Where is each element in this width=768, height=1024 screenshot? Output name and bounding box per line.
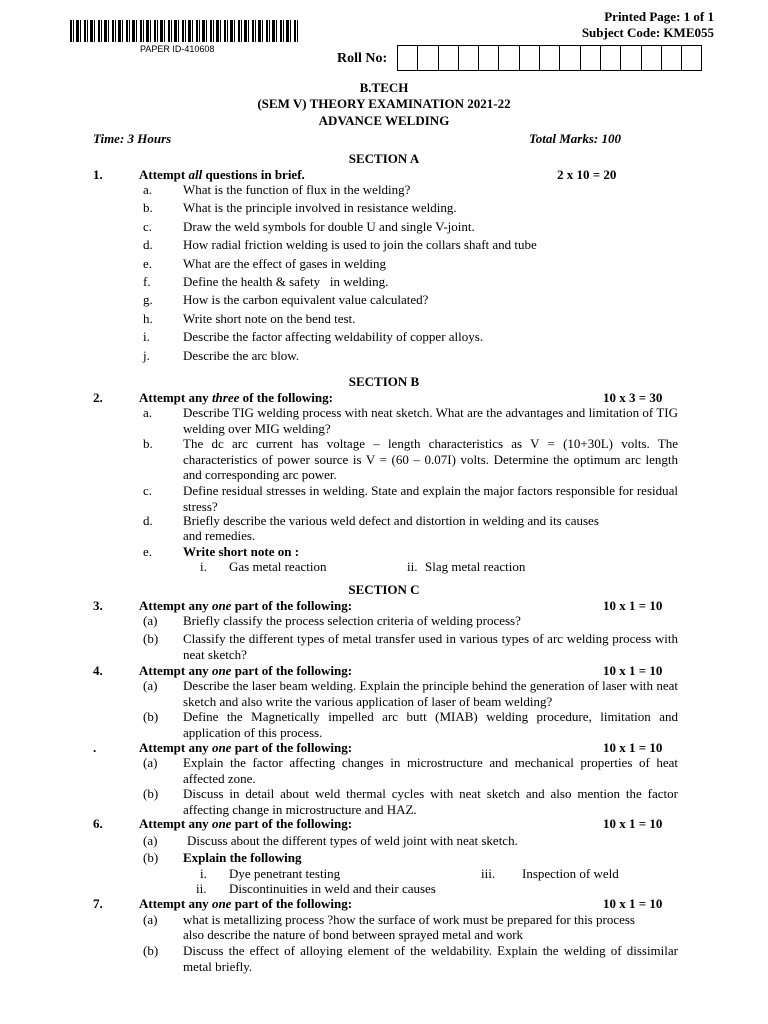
roll-box[interactable] [661,45,682,71]
q1-instruction: Attempt all questions in brief. [139,167,305,182]
q6b-iii-label: iii. [481,866,496,881]
q1-item-label: d. [143,237,153,252]
roll-no-boxes [398,45,702,71]
q2c-text: Define residual stresses in welding. State and explain the major factors responsible for residual stress? [183,483,678,514]
q6b-i-label: i. [200,866,207,881]
q1-number: 1. [93,167,103,182]
q2b-label: b. [143,436,153,451]
roll-no-label: Roll No: [337,51,388,66]
roll-box[interactable] [417,45,438,71]
q1-item-text: Describe the factor affecting weldability of copper alloys. [183,329,484,344]
q1-item-label: a. [143,182,153,197]
q4-marks: 10 x 1 = 10 [603,663,663,678]
q3a-text: Briefly classify the process selection criteria of welding process? [183,613,521,628]
q4-number: 4. [93,663,103,678]
q3a-label: (a) [143,613,158,628]
subject-code: Subject Code: KME055 [581,25,714,40]
roll-box[interactable] [478,45,499,71]
q1-item-text: What is the function of flux in the welding? [183,182,411,197]
q1-item-label: h. [143,311,153,326]
q2-marks: 10 x 3 = 30 [603,390,663,405]
q3b-label: (b) [143,631,159,646]
q1-item-label: e. [143,256,153,271]
q6b-text: Explain the following [183,850,302,865]
q7a-label: (a) [143,912,158,927]
q1-item-text: What is the principle involved in resistance welding. [183,200,457,215]
q2a-label: a. [143,405,153,420]
q7a-line2: also describe the nature of bond between sprayed metal and work [183,927,524,942]
q2b-text: The dc arc current has voltage – length characteristics as V = (10+30L) volts. The characteristics of power source is V = (60 – 0.07I) volts. Determine the optimum arc length and corresponding arc power. [183,436,678,483]
q5-instruction: Attempt any one part of the following: [139,740,353,755]
q6b-i-text: Dye penetrant testing [229,866,341,881]
q1-item-label: f. [143,274,151,289]
q2d-line1: Briefly describe the various weld defect and distortion in welding and its causes [183,513,599,528]
q2a-text: Describe TIG welding process with neat sketch. What are the advantages and limitation of TIG welding over MIG welding? [183,405,678,436]
q6b-iii-text: Inspection of weld [522,866,619,881]
q2-instruction: Attempt any three of the following: [139,390,333,405]
q6a-text: Discuss about the different types of weld joint with neat sketch. [187,833,518,848]
roll-box[interactable] [600,45,621,71]
q7-instruction: Attempt any one part of the following: [139,896,353,911]
q2e-ii-text: Slag metal reaction [425,559,526,574]
subject-title: ADVANCE WELDING [318,113,450,128]
total-marks: Total Marks: 100 [529,131,621,146]
q7b-label: (b) [143,943,159,958]
q2d-label: d. [143,513,153,528]
barcode [70,20,300,42]
roll-box[interactable] [397,45,418,71]
q5-number: . [93,740,97,755]
q5b-text: Discuss in detail about weld thermal cycles with neat sketch and also mention the factor affecting change in microstructure and HAZ. [183,786,678,817]
roll-box[interactable] [438,45,459,71]
q1-marks: 2 x 10 = 20 [557,167,617,182]
q4a-label: (a) [143,678,158,693]
q2e-text: Write short note on : [183,544,300,559]
q6b-label: (b) [143,850,159,865]
exam-title: (SEM V) THEORY EXAMINATION 2021-22 [257,96,511,111]
q5a-label: (a) [143,755,158,770]
course-title: B.TECH [359,80,409,95]
q1-item-label: j. [143,348,150,363]
printed-page: Printed Page: 1 of 1 [604,9,714,24]
q6-number: 6. [93,816,103,831]
q6a-label: (a) [143,833,158,848]
roll-box[interactable] [519,45,540,71]
q1-item-text: Draw the weld symbols for double U and single V-joint. [183,219,475,234]
q1-item-label: b. [143,200,153,215]
q2d-line2: and remedies. [183,528,256,543]
roll-box[interactable] [620,45,641,71]
q5a-text: Explain the factor affecting changes in microstructure and mechanical properties of heat affected zone. [183,755,678,786]
q7-marks: 10 x 1 = 10 [603,896,663,911]
q2e-ii-label: ii. [407,559,418,574]
roll-box[interactable] [559,45,580,71]
roll-box[interactable] [498,45,519,71]
q3-marks: 10 x 1 = 10 [603,598,663,613]
q4b-label: (b) [143,709,159,724]
section-b-heading: SECTION B [348,374,420,389]
q4b-text: Define the Magnetically impelled arc butt (MIAB) welding procedure, limitation and application of this process. [183,709,678,740]
roll-box[interactable] [458,45,479,71]
q3-number: 3. [93,598,103,613]
q2c-label: c. [143,483,153,498]
q1-item-text: Define the health & safety in welding. [183,274,389,289]
q1-item-label: i. [143,329,150,344]
q7a-line1: what is metallizing process ?how the surface of work must be prepared for this process [183,912,635,927]
q1-item-text: What are the effect of gases in welding [183,256,386,271]
q7-number: 7. [93,896,103,911]
q5b-label: (b) [143,786,159,801]
roll-box[interactable] [539,45,560,71]
q4a-text: Describe the laser beam welding. Explain the principle behind the generation of laser with neat sketch and also write the various application of laser of beam welding? [183,678,678,709]
q4-instruction: Attempt any one part of the following: [139,663,353,678]
roll-box[interactable] [580,45,601,71]
q2e-label: e. [143,544,153,559]
paper-id: PAPER ID-410608 [140,44,215,54]
q6b-ii-label: ii. [196,881,207,896]
q5-marks: 10 x 1 = 10 [603,740,663,755]
q6-marks: 10 x 1 = 10 [603,816,663,831]
q7b-text: Discuss the effect of alloying element of the weldability. Explain the welding of dissimilar metal briefly. [183,943,678,974]
q2e-i-label: i. [200,559,207,574]
roll-box[interactable] [681,45,702,71]
q1-item-text: How is the carbon equivalent value calculated? [183,292,429,307]
q2-number: 2. [93,390,103,405]
q1-item-text: Write short note on the bend test. [183,311,356,326]
q1-item-label: c. [143,219,153,234]
q1-item-text: Describe the arc blow. [183,348,300,363]
q3-instruction: Attempt any one part of the following: [139,598,353,613]
roll-box[interactable] [641,45,662,71]
section-a-heading: SECTION A [348,151,420,166]
q1-item-label: g. [143,292,153,307]
q1-item-text: How radial friction welding is used to join the collars shaft and tube [183,237,537,252]
q6-instruction: Attempt any one part of the following: [139,816,353,831]
section-c-heading: SECTION C [348,582,420,597]
q6b-ii-text: Discontinuities in weld and their causes [229,881,436,896]
q3b-text: Classify the different types of metal transfer used in various types of arc welding process with neat sketch? [183,631,678,662]
time-label: Time: 3 Hours [93,131,172,146]
q2e-i-text: Gas metal reaction [229,559,327,574]
